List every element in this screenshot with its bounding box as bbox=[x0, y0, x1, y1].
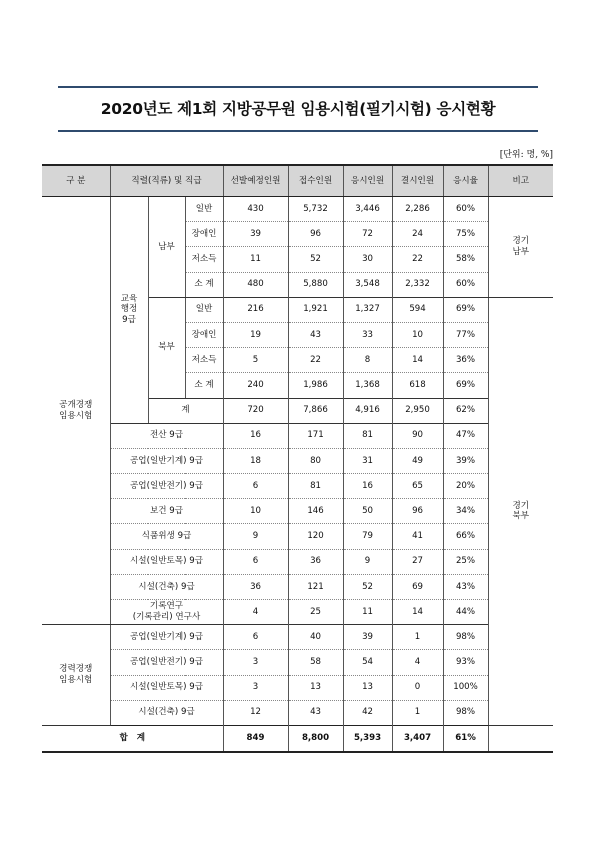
header-taken: 응시인원 bbox=[343, 165, 392, 197]
cell-applied: 5,880 bbox=[288, 272, 343, 297]
cell-planned: 18 bbox=[223, 448, 288, 473]
cell-planned: 19 bbox=[223, 322, 288, 347]
table-row bbox=[42, 700, 553, 725]
table-row bbox=[42, 524, 553, 549]
cell-planned: 11 bbox=[223, 247, 288, 272]
cell-rate: 66% bbox=[443, 524, 488, 549]
cell-applied: 81 bbox=[288, 474, 343, 499]
group-north: 북부 bbox=[148, 297, 185, 398]
table-row bbox=[42, 423, 553, 448]
cell-rate: 34% bbox=[443, 499, 488, 524]
cell-planned: 240 bbox=[223, 373, 288, 398]
cell-taken: 8 bbox=[343, 348, 392, 373]
table-row bbox=[42, 474, 553, 499]
cell-planned: 720 bbox=[223, 398, 288, 423]
cell-planned: 216 bbox=[223, 297, 288, 322]
cell-taken: 39 bbox=[343, 625, 392, 650]
table-row bbox=[42, 499, 553, 524]
cell-applied: 43 bbox=[288, 322, 343, 347]
header-category: 구 분 bbox=[42, 165, 110, 197]
cell-rate: 75% bbox=[443, 222, 488, 247]
row-label: 식품위생 9급 bbox=[110, 524, 223, 549]
row-label: 공업(일반기계) 9급 bbox=[110, 625, 223, 650]
cell-taken: 1,368 bbox=[343, 373, 392, 398]
cell-absent: 14 bbox=[392, 600, 443, 625]
total-row bbox=[42, 725, 553, 752]
row-label: 기록연구 (기록관리) 연구사 bbox=[110, 600, 223, 625]
table-row bbox=[42, 448, 553, 473]
cell-applied: 7,866 bbox=[288, 398, 343, 423]
cell-rate: 44% bbox=[443, 600, 488, 625]
row-label: 장애인 bbox=[185, 322, 223, 347]
cell-planned: 3 bbox=[223, 675, 288, 700]
cell-applied: 43 bbox=[288, 700, 343, 725]
row-label: 공업(일반전기) 9급 bbox=[110, 650, 223, 675]
cell-planned: 5 bbox=[223, 348, 288, 373]
cell-rate: 98% bbox=[443, 625, 488, 650]
cell-applied: 13 bbox=[288, 675, 343, 700]
cell-absent: 49 bbox=[392, 448, 443, 473]
cell-rate: 69% bbox=[443, 373, 488, 398]
cell-taken: 9 bbox=[343, 549, 392, 574]
cell-rate: 60% bbox=[443, 272, 488, 297]
total-note bbox=[488, 725, 553, 752]
cell-applied: 80 bbox=[288, 448, 343, 473]
cell-taken: 3,548 bbox=[343, 272, 392, 297]
cell-planned: 9 bbox=[223, 524, 288, 549]
cell-absent: 69 bbox=[392, 574, 443, 599]
total-label: 합 계 bbox=[42, 725, 223, 752]
cell-applied: 120 bbox=[288, 524, 343, 549]
cell-applied: 146 bbox=[288, 499, 343, 524]
table-row bbox=[42, 574, 553, 599]
cell-taken: 33 bbox=[343, 322, 392, 347]
header-absent: 결시인원 bbox=[392, 165, 443, 197]
row-label: 계 bbox=[148, 398, 223, 423]
row-label: 시설(일반토목) 9급 bbox=[110, 675, 223, 700]
cell-rate: 39% bbox=[443, 448, 488, 473]
cell-absent: 90 bbox=[392, 423, 443, 448]
cell-applied: 58 bbox=[288, 650, 343, 675]
cell-applied: 1,986 bbox=[288, 373, 343, 398]
cell-taken: 16 bbox=[343, 474, 392, 499]
cell-absent: 594 bbox=[392, 297, 443, 322]
cell-planned: 430 bbox=[223, 197, 288, 222]
table-row bbox=[42, 197, 553, 222]
total-planned: 849 bbox=[223, 725, 288, 752]
cell-planned: 36 bbox=[223, 574, 288, 599]
row-label: 일반 bbox=[185, 297, 223, 322]
cell-planned: 12 bbox=[223, 700, 288, 725]
cell-taken: 30 bbox=[343, 247, 392, 272]
total-applied: 8,800 bbox=[288, 725, 343, 752]
cell-taken: 79 bbox=[343, 524, 392, 549]
row-label: 소 계 bbox=[185, 272, 223, 297]
note-south: 경기 남부 bbox=[488, 197, 553, 298]
cell-taken: 42 bbox=[343, 700, 392, 725]
table-row bbox=[42, 600, 553, 625]
cell-applied: 22 bbox=[288, 348, 343, 373]
table-row bbox=[42, 549, 553, 574]
cell-rate: 98% bbox=[443, 700, 488, 725]
cell-absent: 2,286 bbox=[392, 197, 443, 222]
note-north: 경기 북부 bbox=[488, 297, 553, 725]
row-label: 저소득 bbox=[185, 247, 223, 272]
row-label: 소 계 bbox=[185, 373, 223, 398]
cell-applied: 40 bbox=[288, 625, 343, 650]
exam-status-table bbox=[42, 164, 553, 753]
cell-rate: 20% bbox=[443, 474, 488, 499]
cell-absent: 22 bbox=[392, 247, 443, 272]
cell-rate: 93% bbox=[443, 650, 488, 675]
row-label: 일반 bbox=[185, 197, 223, 222]
cell-taken: 1,327 bbox=[343, 297, 392, 322]
cell-taken: 52 bbox=[343, 574, 392, 599]
row-label: 공업(일반전기) 9급 bbox=[110, 474, 223, 499]
row-label: 장애인 bbox=[185, 222, 223, 247]
row-label: 시설(일반토목) 9급 bbox=[110, 549, 223, 574]
cell-absent: 14 bbox=[392, 348, 443, 373]
cell-planned: 6 bbox=[223, 625, 288, 650]
row-label: 보건 9급 bbox=[110, 499, 223, 524]
cell-rate: 100% bbox=[443, 675, 488, 700]
header-row bbox=[42, 165, 553, 197]
cell-taken: 11 bbox=[343, 600, 392, 625]
cell-taken: 31 bbox=[343, 448, 392, 473]
cell-applied: 5,732 bbox=[288, 197, 343, 222]
cell-taken: 50 bbox=[343, 499, 392, 524]
cell-absent: 41 bbox=[392, 524, 443, 549]
cell-rate: 47% bbox=[443, 423, 488, 448]
cell-planned: 480 bbox=[223, 272, 288, 297]
cell-rate: 58% bbox=[443, 247, 488, 272]
cell-applied: 1,921 bbox=[288, 297, 343, 322]
cell-absent: 10 bbox=[392, 322, 443, 347]
cell-rate: 36% bbox=[443, 348, 488, 373]
cell-applied: 52 bbox=[288, 247, 343, 272]
row-label: 공업(일반기계) 9급 bbox=[110, 448, 223, 473]
cell-planned: 4 bbox=[223, 600, 288, 625]
cell-absent: 96 bbox=[392, 499, 443, 524]
cell-absent: 4 bbox=[392, 650, 443, 675]
cell-rate: 60% bbox=[443, 197, 488, 222]
title-box bbox=[58, 86, 538, 132]
cell-applied: 121 bbox=[288, 574, 343, 599]
header-job: 직렬(직류) 및 직급 bbox=[110, 165, 223, 197]
cell-absent: 618 bbox=[392, 373, 443, 398]
cell-absent: 1 bbox=[392, 625, 443, 650]
row-label: 전산 9급 bbox=[110, 423, 223, 448]
cell-rate: 25% bbox=[443, 549, 488, 574]
cell-rate: 43% bbox=[443, 574, 488, 599]
cell-taken: 54 bbox=[343, 650, 392, 675]
cell-absent: 0 bbox=[392, 675, 443, 700]
cell-taken: 3,446 bbox=[343, 197, 392, 222]
total-absent: 3,407 bbox=[392, 725, 443, 752]
cell-absent: 2,950 bbox=[392, 398, 443, 423]
unit-label: [단위: 명, %] bbox=[499, 150, 553, 160]
cell-absent: 24 bbox=[392, 222, 443, 247]
cell-absent: 27 bbox=[392, 549, 443, 574]
row-label: 저소득 bbox=[185, 348, 223, 373]
header-rate: 응시율 bbox=[443, 165, 488, 197]
header-note: 비고 bbox=[488, 165, 553, 197]
cell-planned: 6 bbox=[223, 474, 288, 499]
table-row bbox=[42, 675, 553, 700]
cell-planned: 6 bbox=[223, 549, 288, 574]
cell-applied: 96 bbox=[288, 222, 343, 247]
group-edu: 교육 행정 9급 bbox=[110, 197, 148, 424]
group-open: 공개경쟁 임용시험 bbox=[42, 197, 110, 625]
group-south: 남부 bbox=[148, 197, 185, 298]
cell-absent: 65 bbox=[392, 474, 443, 499]
cell-planned: 10 bbox=[223, 499, 288, 524]
cell-planned: 3 bbox=[223, 650, 288, 675]
cell-taken: 4,916 bbox=[343, 398, 392, 423]
table-row bbox=[42, 650, 553, 675]
cell-planned: 16 bbox=[223, 423, 288, 448]
cell-taken: 72 bbox=[343, 222, 392, 247]
cell-taken: 13 bbox=[343, 675, 392, 700]
cell-rate: 69% bbox=[443, 297, 488, 322]
cell-rate: 62% bbox=[443, 398, 488, 423]
row-label: 시설(건축) 9급 bbox=[110, 700, 223, 725]
cell-applied: 36 bbox=[288, 549, 343, 574]
total-taken: 5,393 bbox=[343, 725, 392, 752]
cell-rate: 77% bbox=[443, 322, 488, 347]
page-title: 2020년도 제1회 지방공무원 임용시험(필기시험) 응시현황 bbox=[100, 100, 496, 118]
cell-planned: 39 bbox=[223, 222, 288, 247]
header-applied: 접수인원 bbox=[288, 165, 343, 197]
table-row bbox=[42, 625, 553, 650]
group-career: 경력경쟁 임용시험 bbox=[42, 625, 110, 726]
cell-applied: 25 bbox=[288, 600, 343, 625]
cell-taken: 81 bbox=[343, 423, 392, 448]
cell-applied: 171 bbox=[288, 423, 343, 448]
row-label: 시설(건축) 9급 bbox=[110, 574, 223, 599]
cell-absent: 2,332 bbox=[392, 272, 443, 297]
total-rate: 61% bbox=[443, 725, 488, 752]
cell-absent: 1 bbox=[392, 700, 443, 725]
header-planned: 선발예정인원 bbox=[223, 165, 288, 197]
